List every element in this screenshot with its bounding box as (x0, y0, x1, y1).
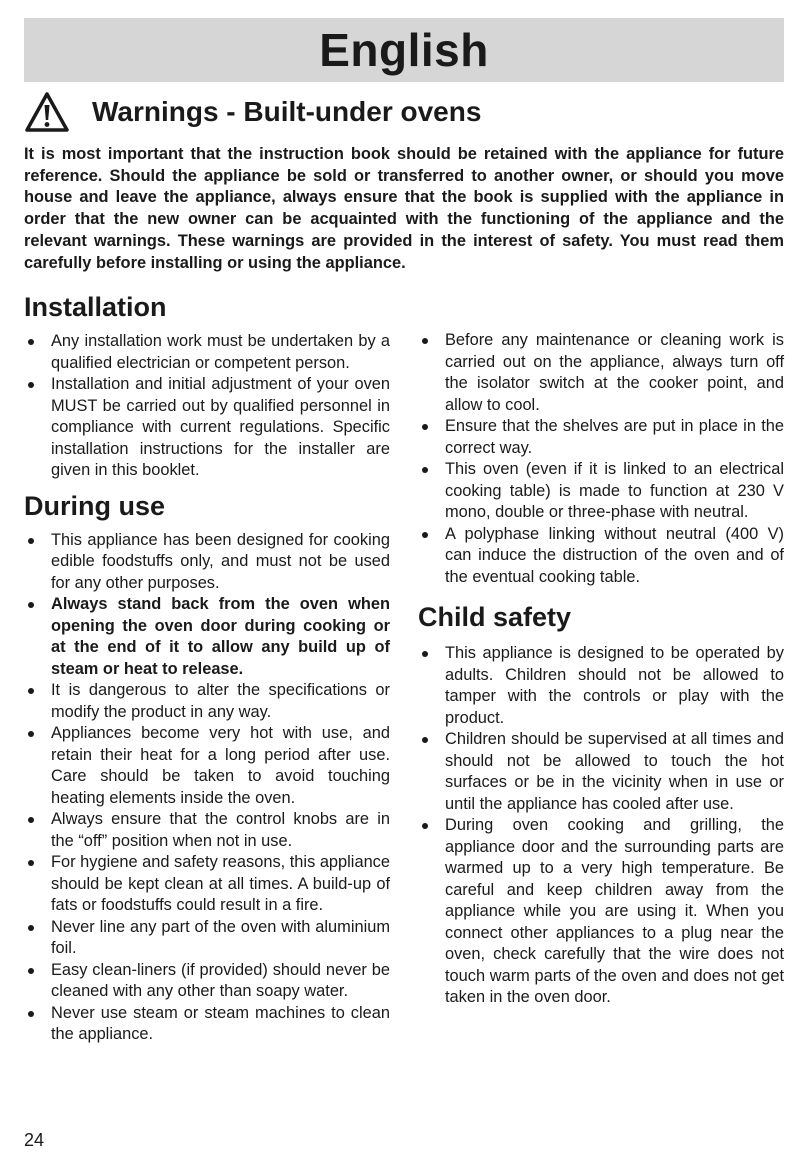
child-safety-list (418, 643, 784, 1009)
list-item: Never line any part of the oven with aluminium foil. (24, 917, 390, 960)
list-item: This oven (even if it is linked to an electrical cooking table) is made to function at 230 V mono, double or three-phase with neutral. (418, 459, 784, 524)
right-column (418, 330, 784, 1009)
list-item: This appliance has been designed for cooking edible foodstuffs only, and must not be used for any other purposes. (24, 530, 390, 595)
maintenance-list (418, 330, 784, 588)
list-item: Any installation work must be undertaken by a qualified electrician or competent person. (24, 331, 390, 374)
installation-heading: Installation (24, 292, 167, 322)
page-number: 24 (24, 1130, 45, 1150)
list-item: Easy clean-liners (if provided) should never be cleaned with any other than soapy water. (24, 960, 390, 1003)
intro-paragraph: It is most important that the instruction book should be retained with the appliance for future reference. Should the appliance be sold or transferred to another owner, or should you move house and leave the appliance, always ensure that the book is supplied with the appliance in order that the new owner can be acquainted with the functioning of the appliance and the relevant warnings. These warnings are provided in the interest of safety. You must read them carefully before installing or using the appliance. (24, 145, 784, 272)
list-item: Installation and initial adjustment of your oven MUST be carried out by qualified personnel in compliance with current regulations. Specific installation instructions for the installer are given in this booklet. (24, 374, 390, 482)
list-item: It is dangerous to alter the specifications or modify the product in any way. (24, 680, 390, 723)
warnings-header (24, 90, 481, 134)
list-item: A polyphase linking without neutral (400 V) can induce the distruction of the oven and of the eventual cooking table. (418, 524, 784, 589)
list-item: Ensure that the shelves are put in place in the correct way. (418, 416, 784, 459)
language-title: English (319, 24, 489, 76)
list-item: For hygiene and safety reasons, this appliance should be kept clean at all times. A build-up of fats or foodstuffs could result in a fire. (24, 852, 390, 917)
list-item: Appliances become very hot with use, and retain their heat for a long period after use. Care should be taken to avoid touching heating elements inside the oven. (24, 723, 390, 809)
during-use-heading: During use (24, 490, 166, 521)
during-use-list (24, 530, 390, 1046)
list-item: During oven cooking and grilling, the appliance door and the surrounding parts are warmed up to a very high temperature. Be careful and keep children away from the appliance while you are using it. When you connect other appliances to a plug near the oven, check carefully that the wire does not touch warm parts of the oven and does not get taken in the oven door. (418, 815, 784, 1009)
list-item: Before any maintenance or cleaning work is carried out on the appliance, always turn off the isolator switch at the cooker point, and allow to cool. (418, 330, 784, 416)
list-item: Always stand back from the oven when opening the oven door during cooking or at the end of it to allow any build up of steam or heat to release. (24, 594, 390, 680)
list-item: Children should be supervised at all times and should not be allowed to touch the hot surfaces or be in the vicinity when in use or until the appliance has cooled after use. (418, 729, 784, 815)
installation-list (24, 331, 390, 482)
list-item: This appliance is designed to be operated by adults. Children should not be allowed to tamper with the controls or play with the product. (418, 643, 784, 729)
warnings-title: Warnings - Built-under ovens (92, 96, 482, 127)
left-column (24, 290, 390, 1046)
child-safety-heading: Child safety (418, 602, 572, 632)
list-item: Always ensure that the control knobs are in the “off” position when not in use. (24, 809, 390, 852)
list-item: Never use steam or steam machines to clean the appliance. (24, 1003, 390, 1046)
warning-triangle-icon (24, 91, 70, 133)
language-banner (24, 18, 784, 82)
